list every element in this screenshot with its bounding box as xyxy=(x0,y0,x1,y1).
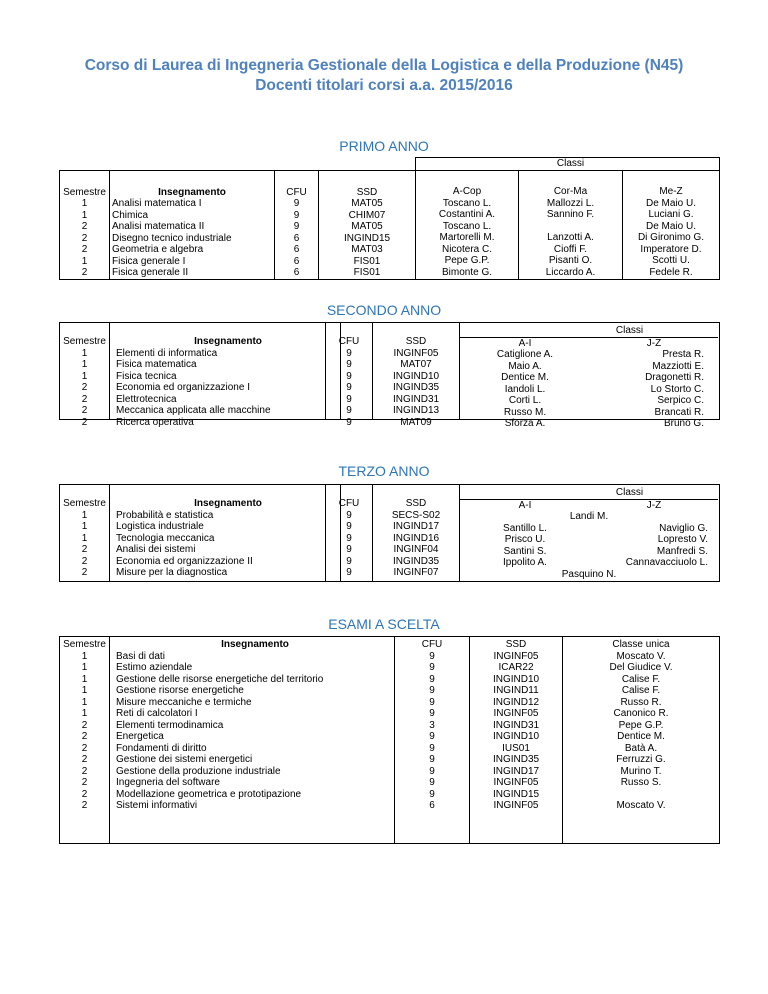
cell-cfu: 9 xyxy=(429,673,435,685)
cell-a: Santini S. xyxy=(503,545,547,557)
cell-cfu: 9 xyxy=(346,393,352,405)
header-j-z: J-Z xyxy=(590,337,718,350)
header-a-i: A-I xyxy=(460,499,590,512)
cell-ssd: FIS01 xyxy=(353,255,381,267)
cell-c: Scotti U. xyxy=(652,255,690,266)
cell-c: Imperatore D. xyxy=(640,243,702,255)
cell-a: Martorelli M. xyxy=(439,232,495,243)
cell-ssd: MAT05 xyxy=(351,198,383,209)
cell-ssd: MAT09 xyxy=(400,416,432,428)
cell-b: Manfredi S. xyxy=(656,545,708,557)
cell-sem: 1 xyxy=(81,532,88,544)
cell-b: Presta R. xyxy=(662,349,704,360)
cell-a: Toscano L. xyxy=(442,197,492,209)
header-ssd: SSD xyxy=(405,336,427,347)
col-cfu xyxy=(394,636,470,844)
cell-ins: Elementi di informatica xyxy=(116,347,218,359)
col-insegnamento xyxy=(110,170,275,279)
cell-cfu: 9 xyxy=(429,650,435,662)
col-ssd xyxy=(372,484,460,582)
col-classi xyxy=(459,322,720,429)
cell-sem: 1 xyxy=(81,347,88,359)
cell-ssd: INGIND10 xyxy=(392,370,440,382)
cell-b: Pisanti O. xyxy=(548,255,593,266)
col-ssd xyxy=(469,636,563,844)
cell-ssd: INGINF05 xyxy=(493,800,539,811)
header-semestre: Semestre xyxy=(63,336,106,347)
cell-b: Mallozzi L. xyxy=(546,197,595,209)
cell-sem: 1 xyxy=(81,509,88,521)
cell-sem: 2 xyxy=(81,731,88,742)
header-cfu: CFU xyxy=(286,186,307,198)
cell-ins: Analisi dei sistemi xyxy=(116,544,196,555)
cell-sem: 2 xyxy=(81,742,88,754)
cell-sem: 2 xyxy=(81,765,88,777)
cell-sem: 1 xyxy=(81,521,88,532)
cell-b: Sannino F. xyxy=(546,209,595,220)
header-cfu: CFU xyxy=(338,498,360,509)
cell-cfu: 9 xyxy=(346,532,352,544)
cell-cfu: 9 xyxy=(346,555,352,567)
cell-ins: Fisica generale II xyxy=(112,267,189,278)
cell-ins: Modellazione geometrica e prototipazione xyxy=(116,788,302,800)
cell-sem: 1 xyxy=(81,209,88,221)
cell-ssd: MAT03 xyxy=(351,244,383,255)
section-title-esami: ESAMI A SCELTA xyxy=(328,616,440,632)
cell-sem: 2 xyxy=(81,788,88,800)
header-cfu: CFU xyxy=(338,336,360,347)
cell-cfu: 9 xyxy=(429,708,435,719)
cell-ssd: INGINF04 xyxy=(393,544,439,555)
cell-cfu: 9 xyxy=(429,742,435,754)
cell-cfu: 9 xyxy=(293,221,300,232)
cell-sem: 2 xyxy=(81,544,88,555)
cell-sem: 2 xyxy=(81,221,88,232)
cell-ins: Energetica xyxy=(116,731,164,742)
cell-b: Liccardo A. xyxy=(545,266,596,278)
cell-a: Corti L. xyxy=(508,395,542,406)
cell-ins: Misure meccaniche e termiche xyxy=(116,696,252,708)
cell-doc: Moscato V. xyxy=(616,650,666,662)
cell-doc: Ferruzzi G. xyxy=(616,754,666,765)
cell-ins: Meccanica applicata alle macchine xyxy=(116,405,271,416)
header-j-z: J-Z xyxy=(590,499,718,512)
cell-a: Russo M. xyxy=(503,406,547,418)
cell-a: Costantini A. xyxy=(438,209,496,220)
cell-b: Brancati R. xyxy=(654,406,704,418)
cell-sem: 1 xyxy=(81,650,88,662)
cell-sem: 2 xyxy=(81,405,88,416)
cell-doc: Canonico R. xyxy=(613,708,669,719)
cell-ssd: INGINF07 xyxy=(393,567,439,578)
cell-sem: 2 xyxy=(81,244,88,255)
section-title-secondo: SECONDO ANNO xyxy=(326,302,442,318)
cell-b: Lo Storto C. xyxy=(650,383,704,395)
cell-ssd: INGIND10 xyxy=(492,731,540,742)
cell-a: Maio A. xyxy=(508,360,542,372)
cell-sem: 1 xyxy=(81,696,88,708)
cell-doc: Dentice M. xyxy=(617,731,665,742)
cell-ins: Fondamenti di diritto xyxy=(116,742,207,754)
cell-a: Catiglione A. xyxy=(496,349,554,360)
cell-doc: Del Giudice V. xyxy=(609,662,673,673)
cell-ins: Fisica tecnica xyxy=(116,370,177,382)
cell-a: Ippolito A. xyxy=(503,557,547,568)
cell-ins: Economia ed organizzazione II xyxy=(116,555,253,567)
header-classi: Classi xyxy=(615,325,644,336)
cell-ssd: INGIND31 xyxy=(392,393,440,405)
classi-grid xyxy=(460,499,719,581)
cell-ins: Analisi matematica II xyxy=(112,221,205,232)
cell-b: Serpico C. xyxy=(657,395,704,406)
cell-ins: Gestione delle risorse energetiche del territorio xyxy=(116,673,324,685)
cell-c: De Maio U. xyxy=(645,197,696,209)
cell-cfu: 3 xyxy=(429,719,435,731)
document-subtitle: Docenti titolari corsi a.a. 2015/2016 xyxy=(255,77,513,94)
col-insegnamento xyxy=(109,322,341,428)
cell-ins: Basi di dati xyxy=(116,650,165,662)
cell-sem: 2 xyxy=(81,800,88,811)
cell-a: Dentice M. xyxy=(501,372,549,383)
cell-cfu: 9 xyxy=(429,754,435,765)
cell-ins: Gestione dei sistemi energetici xyxy=(116,754,253,765)
cell-ssd: INGIND13 xyxy=(392,405,440,416)
cell-ins: Gestione della produzione industriale xyxy=(116,765,281,777)
cell-cfu: 9 xyxy=(429,662,435,673)
cell-ins: Fisica matematica xyxy=(116,359,197,370)
header-ssd: SSD xyxy=(356,186,378,198)
cell-b: Mazziotti E. xyxy=(652,360,704,372)
cell-cfu: 9 xyxy=(346,370,352,382)
cell-doc: Pepe G.P. xyxy=(618,719,664,731)
cell-ssd: INGIND35 xyxy=(392,555,440,567)
col-semestre xyxy=(59,322,110,428)
cell-ins: Economia ed organizzazione I xyxy=(116,382,250,393)
cell-b: Naviglio G. xyxy=(659,522,708,534)
col-a-cop xyxy=(416,170,519,279)
cell-ssd: FIS01 xyxy=(353,267,381,278)
cell-a: Toscano L. xyxy=(442,220,492,232)
cell-cfu: 9 xyxy=(346,544,352,555)
header-semestre: Semestre xyxy=(63,639,106,650)
cell-ins: Tecnologia meccanica xyxy=(116,532,215,544)
cell-ssd: SECS-S02 xyxy=(391,509,441,521)
cell-doc: Murino T. xyxy=(620,765,662,777)
cell-cfu: 9 xyxy=(346,359,352,370)
cell-sem: 1 xyxy=(81,708,88,719)
cell-c: Luciani G. xyxy=(648,209,694,220)
header-insegnamento: Insegnamento xyxy=(194,498,262,509)
cell-ins: Ingegneria del software xyxy=(116,777,220,788)
col-cfu xyxy=(275,170,319,279)
col-insegnamento xyxy=(109,636,395,844)
section-title-terzo: TERZO ANNO xyxy=(338,463,430,479)
cell-ins: Probabilità e statistica xyxy=(116,509,214,521)
cell-ssd: INGIND12 xyxy=(492,696,540,708)
cell-sem: 2 xyxy=(81,232,88,244)
cell-ins: Fisica generale I xyxy=(112,255,186,267)
cell-ssd: INGIND35 xyxy=(392,382,440,393)
cell-cfu: 9 xyxy=(346,347,352,359)
cell-ins: Misure per la diagnostica xyxy=(116,567,228,578)
header-ssd: SSD xyxy=(405,498,427,509)
cell-ins: Elettrotecnica xyxy=(116,393,177,405)
cell-ssd: INGIND15 xyxy=(492,788,540,800)
cell-sem: 2 xyxy=(81,567,88,578)
header-classi: Classi xyxy=(615,487,644,498)
header-insegnamento: Insegnamento xyxy=(158,186,226,198)
cell-doc: Moscato V. xyxy=(616,800,666,811)
header-me-z: Me-Z xyxy=(659,186,683,197)
cell-cfu: 9 xyxy=(429,777,435,788)
col-ssd xyxy=(319,170,416,279)
cell-ins: Sistemi informativi xyxy=(116,800,198,811)
cell-c: Di Gironimo G. xyxy=(637,232,705,243)
header-cor-ma: Cor-Ma xyxy=(553,186,588,197)
cell-cfu: 6 xyxy=(293,255,300,267)
cell-shared: Landi M. xyxy=(569,511,609,522)
cell-cfu: 6 xyxy=(293,244,300,255)
cell-doc: Russo R. xyxy=(620,696,662,708)
cell-a: Prisco U. xyxy=(504,534,546,545)
cell-cfu: 9 xyxy=(429,788,435,800)
cell-ssd: CHIM07 xyxy=(348,209,386,221)
document-title: Corso di Laurea di Ingegneria Gestionale della Logistica e della Produzione (N45) xyxy=(84,57,684,74)
col-ssd xyxy=(372,322,460,428)
cell-ssd: INGIND15 xyxy=(343,232,391,244)
cell-sem: 1 xyxy=(81,359,88,370)
cell-c: De Maio U. xyxy=(645,220,696,232)
cell-b: Cannavacciuolo L. xyxy=(625,557,708,568)
cell-sem: 1 xyxy=(81,673,88,685)
cell-a: Santillo L. xyxy=(503,522,547,534)
cell-cfu: 9 xyxy=(346,521,352,532)
cell-ssd: INGINF05 xyxy=(493,708,539,719)
cell-cfu: 9 xyxy=(346,382,352,393)
cell-sem: 1 xyxy=(81,370,88,382)
cell-ins: Estimo aziendale xyxy=(116,662,193,673)
cell-sem: 1 xyxy=(81,662,88,673)
section-title-primo: PRIMO ANNO xyxy=(339,138,429,154)
cell-b: Cioffi F. xyxy=(553,243,588,255)
cell-cfu: 9 xyxy=(293,198,300,209)
cell-shared: Pasquino N. xyxy=(561,568,617,580)
cell-a: Nicotera C. xyxy=(441,243,492,255)
cell-b xyxy=(521,221,620,233)
cell-ins: Disegno tecnico industriale xyxy=(112,232,232,244)
cell-a: Pepe G.P. xyxy=(444,255,490,266)
col-classe-unica xyxy=(562,636,720,844)
cell-ssd: INGIND35 xyxy=(492,754,540,765)
cell-ssd: INGIND31 xyxy=(492,719,540,731)
cell-ins: Logistica industriale xyxy=(116,521,204,532)
cell-ssd: INGINF05 xyxy=(493,650,539,662)
header-a-cop: A-Cop xyxy=(452,186,482,197)
cell-ssd: INGIND10 xyxy=(492,673,540,685)
cell-ssd: INGINF05 xyxy=(393,347,439,359)
cell-sem: 2 xyxy=(81,555,88,567)
cell-ins: Geometria e algebra xyxy=(112,244,204,255)
cell-cfu: 6 xyxy=(429,800,435,811)
col-me-z xyxy=(623,170,720,279)
cell-cfu: 9 xyxy=(429,696,435,708)
cell-a: Sforza A. xyxy=(504,418,546,429)
cell-doc: Batà A. xyxy=(624,742,658,754)
cell-ssd: ICAR22 xyxy=(498,662,534,673)
header-ssd: SSD xyxy=(505,639,527,650)
cell-cfu: 6 xyxy=(293,267,300,278)
cell-doc xyxy=(563,789,719,801)
col-cfu xyxy=(325,484,373,582)
cell-a: Iandoli L. xyxy=(504,383,546,395)
col-insegnamento xyxy=(109,484,341,582)
cell-ins: Ricerca operativa xyxy=(116,416,194,428)
cell-ins: Reti di calcolatori I xyxy=(116,708,198,719)
col-semestre xyxy=(60,170,110,279)
cell-sem: 2 xyxy=(81,777,88,788)
cell-cfu: 9 xyxy=(346,509,352,521)
col-cor-ma xyxy=(519,170,623,279)
cell-sem: 1 xyxy=(81,685,88,696)
cell-ssd: MAT07 xyxy=(400,359,432,370)
col-semestre xyxy=(59,484,110,582)
cell-sem: 2 xyxy=(81,754,88,765)
cell-doc: Calise F. xyxy=(621,685,661,696)
header-semestre: Semestre xyxy=(63,498,106,509)
cell-cfu: 9 xyxy=(429,731,435,742)
cell-cfu: 9 xyxy=(346,567,352,578)
cell-ssd: INGIND11 xyxy=(493,685,539,696)
cell-b: Lopresto V. xyxy=(657,534,708,545)
cell-doc: Calise F. xyxy=(621,673,661,685)
col-classi xyxy=(459,484,720,582)
cell-ins: Chimica xyxy=(112,209,149,221)
cell-sem: 2 xyxy=(81,382,88,393)
header-cfu: CFU xyxy=(421,639,443,650)
cell-cfu: 9 xyxy=(429,685,435,696)
cell-ins: Analisi matematica I xyxy=(112,198,202,209)
cell-sem: 1 xyxy=(81,255,88,267)
cell-ssd: INGIND17 xyxy=(392,521,440,532)
cell-b: Lanzotti A. xyxy=(547,232,594,243)
cell-sem: 2 xyxy=(81,393,88,405)
header-classe-unica: Classe unica xyxy=(612,639,670,650)
header-insegnamento: Insegnamento xyxy=(194,336,262,347)
col-cfu xyxy=(325,322,373,428)
cell-doc: Russo S. xyxy=(620,777,662,788)
cell-ins: Elementi termodinamica xyxy=(116,719,224,731)
cell-ssd: INGINF05 xyxy=(493,777,539,788)
header-classi: Classi xyxy=(519,158,623,171)
header-semestre: Semestre xyxy=(63,186,106,198)
cell-sem: 2 xyxy=(81,719,88,731)
cell-sem: 2 xyxy=(81,416,88,428)
col-semestre xyxy=(59,636,110,844)
cell-ssd: MAT05 xyxy=(351,221,383,232)
cell-b: Dragonetti R. xyxy=(645,372,704,383)
cell-cfu: 9 xyxy=(346,416,352,428)
header-a-i: A-I xyxy=(460,337,590,350)
cell-ssd: INGIND16 xyxy=(392,532,440,544)
cell-ins: Gestione risorse energetiche xyxy=(116,685,244,696)
cell-b: Bruno G. xyxy=(663,418,704,429)
cell-a: Bimonte G. xyxy=(441,266,493,278)
cell-ssd: INGIND17 xyxy=(492,765,540,777)
cell-sem: 2 xyxy=(81,267,88,278)
cell-sem: 1 xyxy=(81,198,88,209)
header-insegnamento: Insegnamento xyxy=(221,639,289,650)
cell-cfu: 9 xyxy=(346,405,352,416)
cell-c: Fedele R. xyxy=(649,266,693,278)
classi-grid xyxy=(460,337,719,430)
cell-cfu: 9 xyxy=(293,209,300,221)
primo-anno-table xyxy=(59,157,720,280)
cell-cfu: 6 xyxy=(293,232,300,244)
cell-ssd: IUS01 xyxy=(502,742,530,754)
cell-cfu: 9 xyxy=(429,765,435,777)
